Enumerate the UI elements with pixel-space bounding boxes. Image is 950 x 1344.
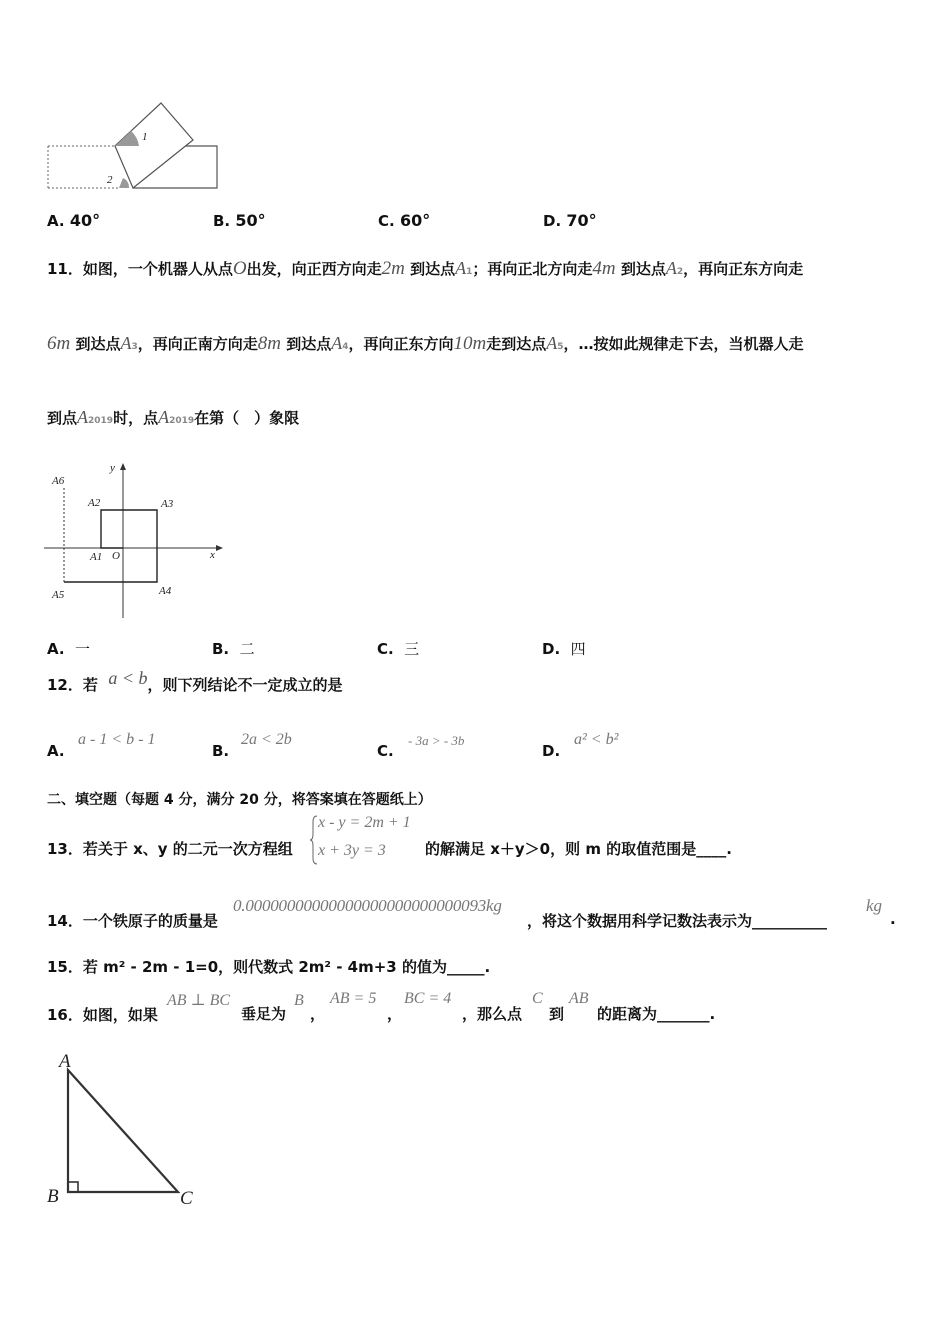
- label-a5: A5: [52, 589, 65, 601]
- q14-iron-atom-mass: 0.00000000000000000000000000093kg: [233, 896, 502, 915]
- q12-option-c[interactable]: C.: [377, 742, 394, 760]
- q12-option-c-expr: - 3a > - 3b: [408, 733, 465, 748]
- q10-option-d[interactable]: D. 70°: [543, 211, 597, 230]
- q11-line-1: 11．如图，一个机器人从点O出发，向正西方向走2m 到达点A1；再向正北方向走4m 到达点A2，再向正东方向走: [47, 258, 804, 279]
- q16-perpendicular-expr: AB ⊥ BC: [167, 992, 231, 1009]
- figure-q16-right-triangle: [42, 1046, 212, 1212]
- q11-option-d[interactable]: D. 四: [542, 640, 586, 658]
- q14-question: ，将这个数据用科学记数法表示为__________: [527, 912, 828, 930]
- q12-option-d-expr: a² < b²: [574, 731, 619, 748]
- label-y-axis: y: [110, 462, 115, 474]
- q16-bc-length: BC = 4: [404, 990, 452, 1007]
- q12-option-d[interactable]: D.: [542, 742, 561, 760]
- q16-comma-1: ，: [310, 1005, 326, 1023]
- label-a4: A4: [159, 585, 172, 597]
- vertex-a-label: A: [59, 1051, 71, 1072]
- label-origin: O: [112, 550, 120, 562]
- q13-equation-1: x - y = 2m + 1: [318, 814, 411, 831]
- q15-stem: 15．若 m² - 2m - 1=0，则代数式 2m² - 4m+3 的值为_____.: [47, 958, 491, 976]
- vertex-c-label: C: [180, 1188, 193, 1209]
- q13-equation-2: x + 3y = 3: [318, 842, 386, 859]
- vertex-b-label: B: [47, 1186, 59, 1207]
- q14-period: .: [890, 910, 896, 928]
- q16-ab-length: AB = 5: [330, 990, 377, 1007]
- q10-option-c[interactable]: C. 60°: [378, 211, 431, 230]
- figure-q10: [45, 100, 225, 195]
- q16-line-ab: AB: [569, 990, 589, 1007]
- angle-2-label: 2: [107, 174, 113, 186]
- label-a3: A3: [161, 498, 174, 510]
- q16-point-text: ，那么点: [462, 1005, 523, 1023]
- q14-stem: 14．一个铁原子的质量是: [47, 912, 218, 930]
- q11-option-c[interactable]: C. 三: [377, 640, 420, 658]
- label-a6: A6: [52, 475, 65, 487]
- q11-option-a[interactable]: A. 一: [47, 640, 91, 658]
- q10-option-b[interactable]: B. 50°: [213, 211, 266, 230]
- q11-line-2: 6m 到达点A3，再向正南方向走8m 到达点A4，再向正东方向10m走到达点A5，…按如此规律走下去，当机器人走: [47, 333, 804, 354]
- q16-stem: 16．如图，如果: [47, 1006, 158, 1024]
- q12-option-b-expr: 2a < 2b: [241, 731, 292, 748]
- q16-point-b: B: [294, 992, 304, 1009]
- q16-distance-text: 的距离为_______.: [597, 1005, 716, 1023]
- q13-stem: 13．若关于 x、y 的二元一次方程组: [47, 840, 293, 858]
- q10-option-a[interactable]: A. 40°: [47, 211, 101, 230]
- q13-condition: 的解满足 x＋y＞0，则 m 的取值范围是____.: [425, 840, 732, 858]
- q16-to-text: 到: [549, 1005, 565, 1023]
- q16-comma-2: ，: [387, 1005, 403, 1023]
- q16-foot-text: 垂足为: [241, 1005, 287, 1023]
- angle-1-label: 1: [142, 131, 148, 143]
- q16-point-c: C: [532, 990, 543, 1007]
- q12-option-b[interactable]: B.: [212, 742, 230, 760]
- q12-option-a[interactable]: A.: [47, 742, 65, 760]
- label-x-axis: x: [210, 549, 215, 561]
- section-2-heading: 二、填空题（每题 4 分，满分 20 分，将答案填在答题纸上）: [47, 792, 432, 808]
- q13-equation-system: [309, 814, 419, 866]
- q14-unit: kg: [866, 896, 883, 915]
- figure-q11-coordinate-path: [42, 458, 227, 623]
- label-a2: A2: [88, 497, 101, 509]
- q12-option-a-expr: a - 1 < b - 1: [78, 731, 156, 748]
- label-a1: A1: [90, 551, 103, 563]
- q11-line-3: 到点A2019时，点A2019在第（ ）象限: [47, 407, 300, 427]
- q12-stem: 12．若 a < b，则下列结论不一定成立的是: [47, 668, 343, 694]
- q11-option-b[interactable]: B. 二: [212, 640, 255, 658]
